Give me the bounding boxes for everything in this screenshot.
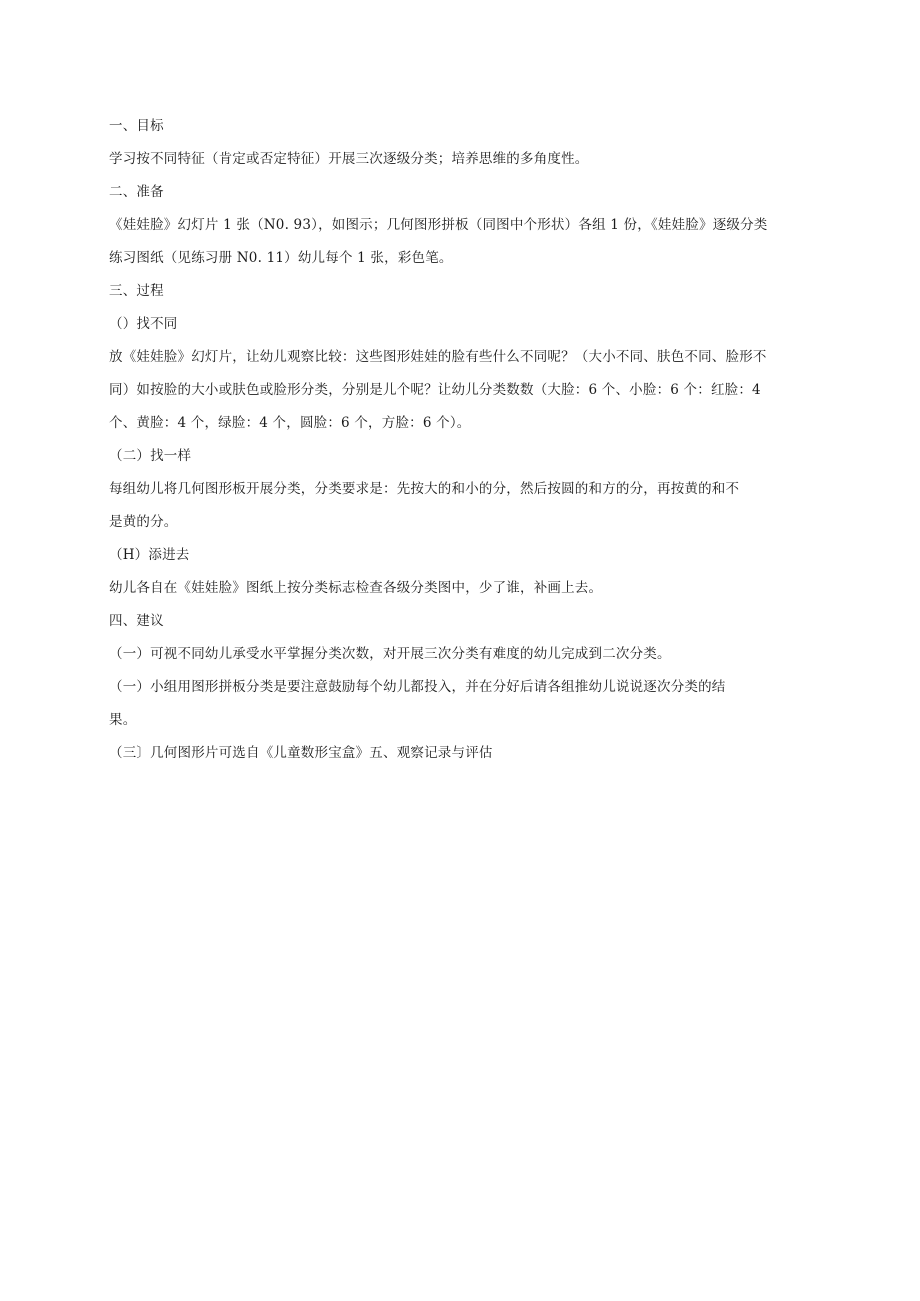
paragraph-line: 是黄的分。 (109, 514, 178, 530)
paragraph-line: （一）可视不同幼儿承受水平掌握分类次数，对开展三次分类有难度的幼儿完成到二次分类。 (109, 646, 671, 662)
paragraph-line: 《娃娃脸》幻灯片 1 张（N0. 93），如图示；几何图形拼板（同图中个形状）各组 1 份，《娃娃脸》逐级分类 (109, 217, 768, 233)
section-heading-suggestions: 四、建议 (109, 613, 164, 629)
subheading-add-in: （H）添进去 (109, 547, 190, 563)
paragraph-line: 同）如按脸的大小或肤色或脸形分类，分别是儿个呢？让幼儿分类数数（大脸：6 个、小脸：6 个：红脸：4 (109, 382, 761, 398)
paragraph-line: 练习图纸（见练习册 N0. 11）幼儿每个 1 张，彩色笔。 (109, 250, 453, 266)
paragraph-line: 果。 (109, 712, 137, 728)
section-heading-process: 三、过程 (109, 283, 164, 299)
paragraph-line: 每组幼儿将几何图形板开展分类，分类要求是：先按大的和小的分，然后按圆的和方的分，再按黄的和不 (109, 481, 740, 497)
subheading-find-differences: （）找不同 (109, 316, 178, 332)
paragraph-line: 放《娃娃脸》幻灯片，让幼儿观察比较：这些图形娃娃的脸有些什么不同呢？（大小不同、肤色不同、脸形不 (109, 349, 767, 365)
paragraph-line: 幼儿各自在《娃娃脸》图纸上按分类标志检查各级分类图中，少了谁，补画上去。 (109, 580, 603, 596)
section-heading-preparation: 二、准备 (109, 184, 164, 200)
paragraph-line: 学习按不同特征（肯定或否定特征）开展三次逐级分类；培养思维的多角度性。 (109, 151, 589, 167)
paragraph-line: （三〕几何图形片可选自《儿童数形宝盒》五、观察记录与评估 (109, 745, 493, 761)
paragraph-line: 个、黄脸：4 个，绿脸：4 个，圆脸：6 个，方脸：6 个）。 (109, 415, 471, 431)
section-heading-goal: 一、目标 (109, 118, 164, 134)
subheading-find-same: （二）找一样 (109, 448, 192, 464)
document-body (109, 114, 789, 774)
paragraph-line: （一）小组用图形拼板分类是要注意鼓励每个幼儿都投入，并在分好后请各组推幼儿说说逐次分类的结 (109, 679, 726, 695)
